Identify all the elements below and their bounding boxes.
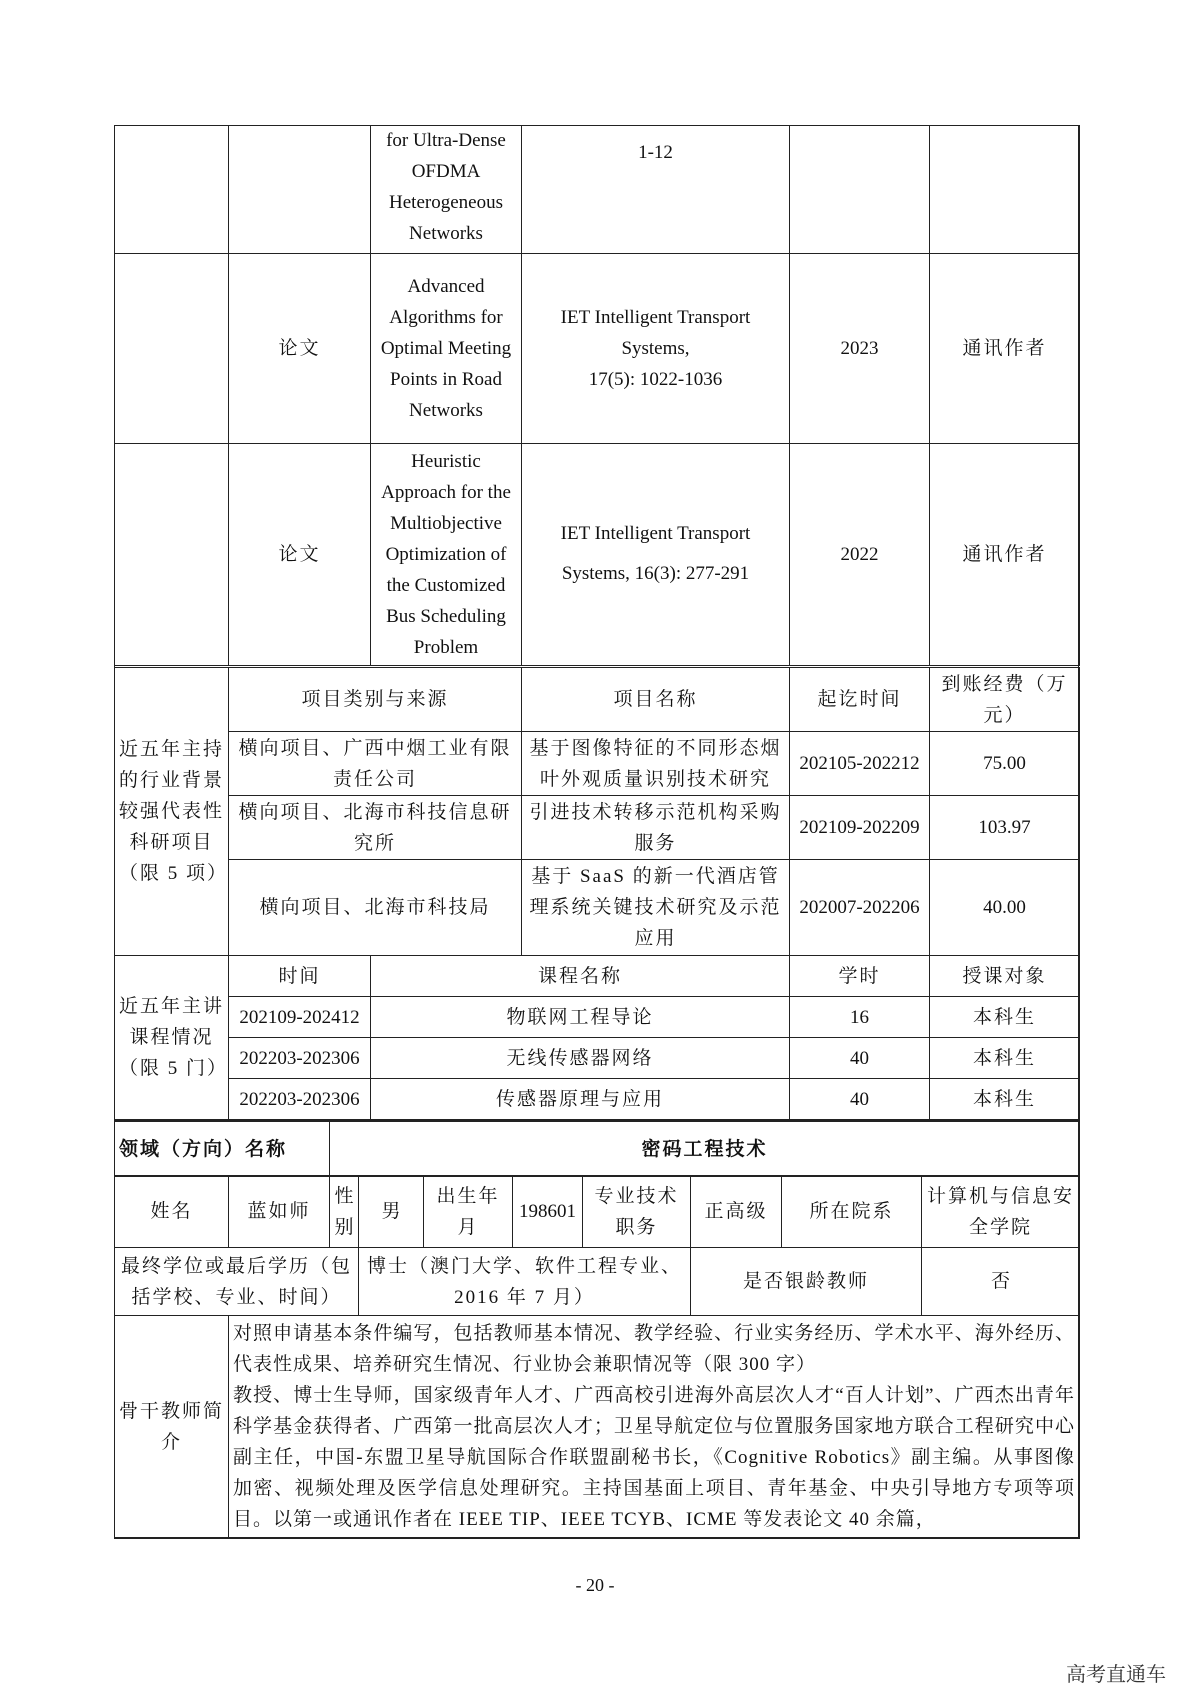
project-source: 横向项目、北海市科技局 bbox=[229, 860, 522, 956]
project-funding: 40.00 bbox=[930, 860, 1080, 956]
project-funding: 103.97 bbox=[930, 796, 1080, 860]
domain-table bbox=[114, 1119, 1080, 1177]
course-hours: 40 bbox=[790, 1079, 930, 1120]
table-row bbox=[115, 1316, 1080, 1539]
title-label: 专业技术职务 bbox=[583, 1176, 691, 1248]
birth-value: 198601 bbox=[513, 1176, 583, 1248]
table-row bbox=[115, 1121, 1080, 1177]
paper-journal: IET Intelligent Transport Systems, 17(5): 1022-1036 bbox=[522, 253, 790, 443]
bio-instruction: 对照申请基本条件编写，包括教师基本情况、教学经验、行业实务经历、学术水平、海外经历、代表性成果、培养研究生情况、行业协会兼职情况等（限 300 字） bbox=[233, 1323, 1075, 1375]
project-name: 基于 SaaS 的新一代酒店管理系统关键技术研究及示范应用 bbox=[522, 860, 790, 956]
dept-value: 计算机与信息安全学院 bbox=[922, 1176, 1080, 1248]
column-header: 到账经费（万元） bbox=[930, 668, 1080, 732]
project-funding: 75.00 bbox=[930, 732, 1080, 796]
table-header-row bbox=[115, 956, 1080, 997]
table-row bbox=[115, 1248, 1080, 1316]
table-row bbox=[115, 443, 1080, 665]
table-row bbox=[115, 1176, 1080, 1248]
course-hours: 40 bbox=[790, 1038, 930, 1079]
course-period: 202109-202412 bbox=[229, 997, 371, 1038]
column-header: 项目类别与来源 bbox=[229, 668, 522, 732]
paper-type: 论文 bbox=[229, 253, 371, 443]
table-row bbox=[115, 125, 1080, 253]
paper-year: 2023 bbox=[790, 253, 930, 443]
degree-label: 最终学位或最后学历（包括学校、专业、时间） bbox=[115, 1248, 359, 1316]
paper-type: 论文 bbox=[229, 443, 371, 665]
project-source: 横向项目、北海市科技信息研究所 bbox=[229, 796, 522, 860]
project-name: 引进技术转移示范机构采购服务 bbox=[522, 796, 790, 860]
paper-title: Advanced Algorithms for Optimal Meeting Points in Road Networks bbox=[371, 253, 522, 443]
project-period: 202109-202209 bbox=[790, 796, 930, 860]
column-header: 课程名称 bbox=[371, 956, 790, 997]
paper-year bbox=[790, 125, 930, 253]
course-name: 无线传感器网络 bbox=[371, 1038, 790, 1079]
paper-type bbox=[229, 125, 371, 253]
column-header: 授课对象 bbox=[930, 956, 1080, 997]
paper-title: for Ultra-Dense OFDMA Heterogeneous Networks bbox=[371, 125, 522, 253]
title-value: 正高级 bbox=[691, 1176, 782, 1248]
page-number: - 20 - bbox=[575, 1575, 615, 1595]
column-header: 时间 bbox=[229, 956, 371, 997]
table-row bbox=[115, 253, 1080, 443]
course-name: 物联网工程导论 bbox=[371, 997, 790, 1038]
paper-journal: IET Intelligent Transport Systems, 16(3): 277-291 bbox=[522, 443, 790, 665]
project-period: 202007-202206 bbox=[790, 860, 930, 956]
bio-table bbox=[114, 1315, 1080, 1539]
projects-table bbox=[114, 667, 1080, 956]
column-header: 学时 bbox=[790, 956, 930, 997]
project-name: 基于图像特征的不同形态烟叶外观质量识别技术研究 bbox=[522, 732, 790, 796]
bio-label: 骨干教师简介 bbox=[115, 1316, 229, 1539]
paper-role bbox=[930, 125, 1080, 253]
table-row bbox=[115, 732, 1080, 796]
name-value: 蓝如师 bbox=[229, 1176, 330, 1248]
course-name: 传感器原理与应用 bbox=[371, 1079, 790, 1120]
name-label: 姓名 bbox=[115, 1176, 229, 1248]
papers-table bbox=[114, 125, 1080, 666]
bio-text: 教授、博士生导师，国家级青年人才、广西高校引进海外高层次人才“百人计划”、广西杰出青年科学基金获得者、广西第一批高层次人才；卫星导航定位与位置服务国家地方联合工程研究中心副主任，中国-东盟卫星导航国际合作联盟副秘书长，《Cognitive Robotics》副主编。从事图像加密、视频处理及医学信息处理研究。主持国基面上项目、青年基金、中央引导地方专项等项目。以第一或通讯作者在 IEEE TIP、IEEE TCYB、ICME 等发表论文 40 余篇， bbox=[233, 1385, 1075, 1530]
table-row bbox=[115, 860, 1080, 956]
paper-role: 通讯作者 bbox=[930, 253, 1080, 443]
paper-year: 2022 bbox=[790, 443, 930, 665]
birth-label: 出生年月 bbox=[424, 1176, 513, 1248]
table-header-row bbox=[115, 668, 1080, 732]
course-audience: 本科生 bbox=[930, 997, 1080, 1038]
course-hours: 16 bbox=[790, 997, 930, 1038]
column-header: 项目名称 bbox=[522, 668, 790, 732]
degree-value: 博士（澳门大学、软件工程专业、2016 年 7 月） bbox=[359, 1248, 691, 1316]
senior-value: 否 bbox=[922, 1248, 1080, 1316]
paper-journal: 1-12 bbox=[522, 125, 790, 253]
column-header: 起讫时间 bbox=[790, 668, 930, 732]
course-period: 202203-202306 bbox=[229, 1038, 371, 1079]
course-audience: 本科生 bbox=[930, 1038, 1080, 1079]
dept-label: 所在院系 bbox=[782, 1176, 922, 1248]
watermark: 高考直通车 bbox=[1066, 1662, 1166, 1686]
project-period: 202105-202212 bbox=[790, 732, 930, 796]
courses-section-label: 近五年主讲课程情况（限 5 门） bbox=[115, 956, 229, 1120]
domain-value: 密码工程技术 bbox=[330, 1121, 1080, 1177]
project-source: 横向项目、广西中烟工业有限责任公司 bbox=[229, 732, 522, 796]
course-audience: 本科生 bbox=[930, 1079, 1080, 1120]
senior-label: 是否银龄教师 bbox=[691, 1248, 922, 1316]
bio-content bbox=[229, 1316, 1080, 1539]
teacher-info-table bbox=[114, 1175, 1080, 1316]
gender-label: 性别 bbox=[330, 1176, 359, 1248]
paper-role: 通讯作者 bbox=[930, 443, 1080, 665]
domain-label: 领域（方向）名称 bbox=[115, 1121, 330, 1177]
table-row bbox=[115, 1038, 1080, 1079]
table-row bbox=[115, 997, 1080, 1038]
table-row bbox=[115, 1079, 1080, 1120]
projects-section-label: 近五年主持的行业背景较强代表性科研项目（限 5 项） bbox=[115, 668, 229, 956]
paper-title: Heuristic Approach for the Multiobjective Optimization of the Customized Bus Scheduling Problem bbox=[371, 443, 522, 665]
course-period: 202203-202306 bbox=[229, 1079, 371, 1120]
table-row bbox=[115, 796, 1080, 860]
courses-table bbox=[114, 955, 1080, 1120]
gender-value: 男 bbox=[359, 1176, 424, 1248]
